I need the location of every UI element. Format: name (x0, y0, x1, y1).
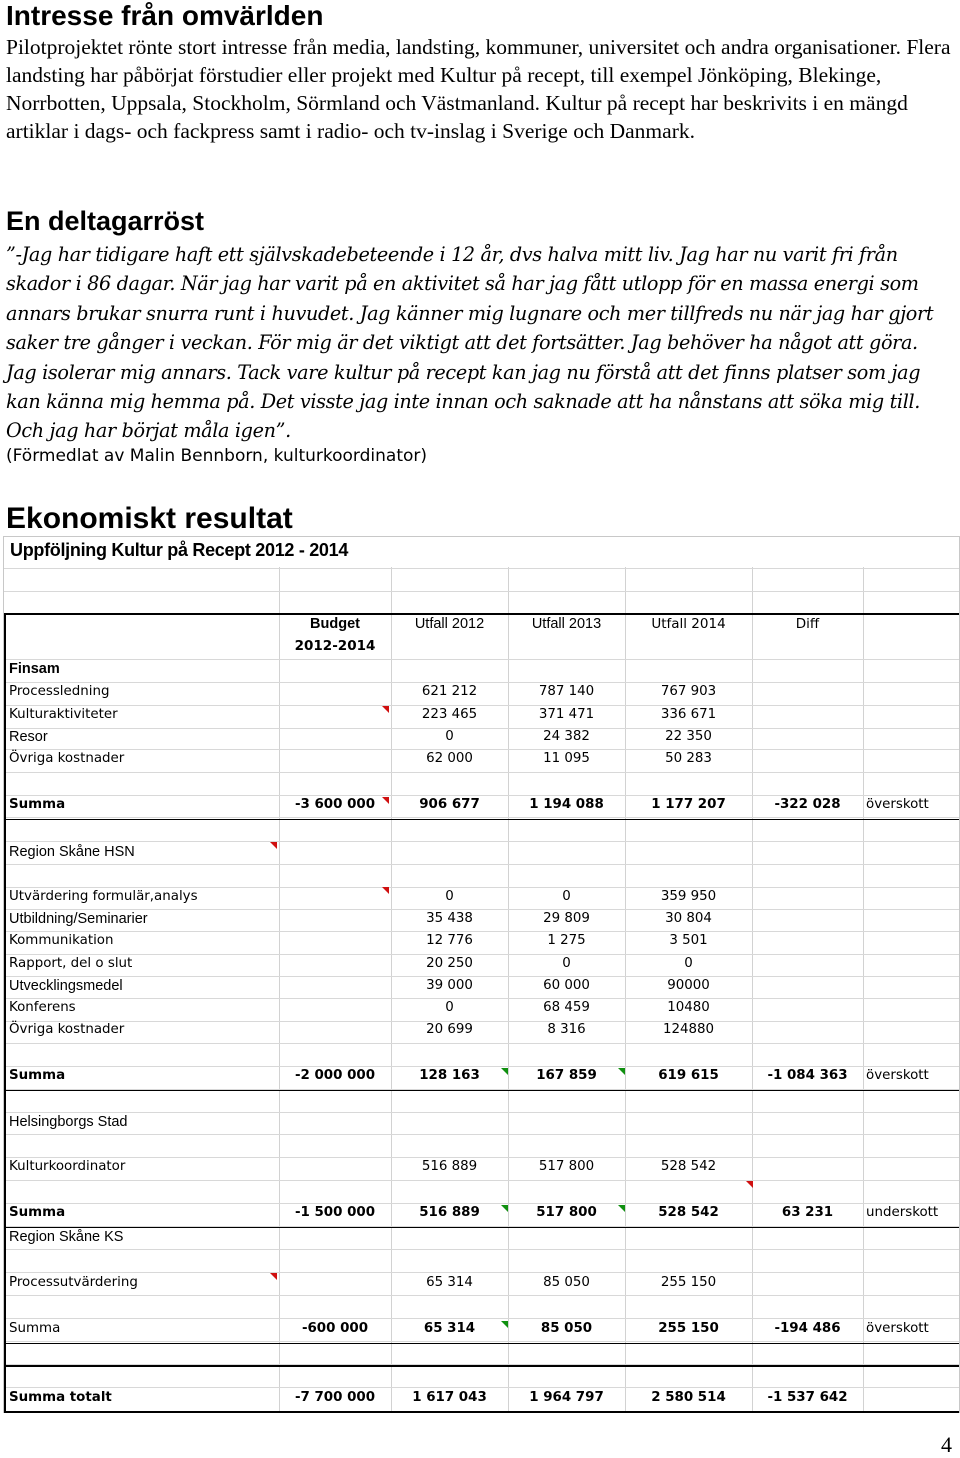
utfall-2013-value: 0 (562, 956, 571, 971)
grid-row-line (4, 1180, 959, 1181)
grid-row-line (4, 659, 959, 660)
row-label: Utvärdering formulär,analys (9, 889, 198, 904)
row-label: Övriga kostnader (9, 751, 125, 766)
utfall-2014-value: 528 542 (658, 1205, 719, 1220)
utfall-2012-value: 621 212 (421, 684, 478, 699)
utfall-2014-value: 30 804 (665, 911, 712, 926)
row-label: Kulturaktiviteter (9, 707, 118, 722)
utfall-2013-value: 11 095 (543, 751, 590, 766)
row-label: Konferens (9, 1000, 76, 1015)
summary-underline (4, 1227, 959, 1228)
grid-column-line (279, 567, 280, 1413)
comment-marker-icon (746, 1181, 753, 1188)
result-note: överskott (866, 797, 929, 812)
grid-row-line (4, 1157, 959, 1158)
utfall-2012-value: 0 (445, 729, 454, 744)
grid-row-line (4, 1272, 959, 1273)
row-label: Processledning (9, 684, 110, 699)
utfall-2014-value: 528 542 (660, 1159, 717, 1174)
utfall-2013-value: 29 809 (543, 911, 590, 926)
row-label: Region Skåne KS (9, 1229, 124, 1245)
row-label: Resor (9, 729, 48, 745)
row-label: Utvecklingsmedel (9, 978, 123, 994)
diff-value: -1 084 363 (767, 1068, 848, 1083)
section-title-interest: Intresse från omvärlden (6, 0, 324, 31)
row-label: Övriga kostnader (9, 1022, 125, 1037)
grid-row-line (4, 1295, 959, 1296)
grid-row-line (4, 591, 959, 592)
grid-row-line (4, 1112, 959, 1113)
grid-row-line (4, 1387, 959, 1388)
header-diff: Diff (795, 616, 820, 632)
budget-value: -1 500 000 (294, 1205, 376, 1220)
grid-row-line (4, 864, 959, 865)
grid-row-line (4, 909, 959, 910)
row-label: Kommunikation (9, 933, 114, 948)
utfall-2014-value: 3 501 (669, 933, 708, 948)
summary-underline (4, 819, 959, 820)
result-note: överskott (866, 1068, 929, 1083)
diff-value: -322 028 (774, 797, 841, 812)
comment-marker-icon (501, 1321, 508, 1328)
row-label: Summa totalt (9, 1390, 112, 1405)
utfall-2012-value: 20 699 (426, 1022, 473, 1037)
grid-row-line (4, 1249, 959, 1250)
table-title: Uppföljning Kultur på Recept 2012 - 2014 (10, 540, 349, 560)
grid-row-line (4, 998, 959, 999)
header-budget-period: 2012-2014 (294, 638, 376, 654)
result-note: underskott (866, 1205, 939, 1220)
utfall-2014-value: 1 177 207 (651, 797, 726, 812)
diff-value: -194 486 (774, 1321, 841, 1336)
row-label: Summa (9, 1068, 66, 1083)
utfall-2014-value: 255 150 (658, 1321, 719, 1336)
grid-row-line (4, 1066, 959, 1067)
utfall-2014-value: 255 150 (660, 1275, 717, 1290)
utfall-2013-value: 517 800 (538, 1159, 595, 1174)
utfall-2012-value: 20 250 (426, 956, 473, 971)
grid-row-line (4, 1134, 959, 1135)
header-utfall-2013: Utfall 2013 (531, 616, 602, 632)
header-budget: Budget (310, 616, 360, 632)
utfall-2012-value: 1 617 043 (412, 1390, 487, 1405)
comment-marker-icon (382, 706, 389, 713)
utfall-2013-value: 60 000 (543, 978, 590, 993)
row-label: Finsam (9, 661, 60, 677)
utfall-2013-value: 1 194 088 (529, 797, 604, 812)
grid-column-line (863, 567, 864, 1413)
utfall-2012-value: 39 000 (426, 978, 473, 993)
grid-row-line (4, 705, 959, 706)
row-label: Processutvärdering (9, 1275, 138, 1290)
utfall-2012-value: 128 163 (419, 1068, 480, 1083)
utfall-2014-value: 0 (684, 956, 693, 971)
utfall-2012-value: 906 677 (419, 797, 480, 812)
grid-row-line (4, 954, 959, 955)
table-rule (4, 1365, 959, 1367)
table-rule (4, 1411, 959, 1413)
diff-value: 63 231 (781, 1205, 834, 1220)
utfall-2013-value: 8 316 (547, 1022, 586, 1037)
grid-row-line (4, 568, 959, 569)
summary-underline (4, 1343, 959, 1344)
utfall-2012-value: 223 465 (421, 707, 478, 722)
comment-marker-icon (270, 842, 277, 849)
page-number: 4 (941, 1432, 952, 1457)
utfall-2012-value: 65 314 (423, 1321, 476, 1336)
grid-row-line (4, 887, 959, 888)
utfall-2013-value: 787 140 (538, 684, 595, 699)
comment-marker-icon (270, 1273, 277, 1280)
budget-value: -2 000 000 (294, 1068, 376, 1083)
utfall-2014-value: 124880 (662, 1022, 715, 1037)
grid-row-line (4, 931, 959, 932)
comment-marker-icon (382, 797, 389, 804)
grid-row-line (4, 749, 959, 750)
grid-row-line (4, 682, 959, 683)
utfall-2013-value: 68 459 (543, 1000, 590, 1015)
utfall-2013-value: 167 859 (536, 1068, 597, 1083)
utfall-2014-value: 90000 (667, 978, 710, 993)
utfall-2014-value: 50 283 (665, 751, 712, 766)
utfall-2014-value: 10480 (667, 1000, 710, 1015)
utfall-2013-value: 1 275 (547, 933, 586, 948)
header-utfall-2012: Utfall 2012 (414, 616, 485, 632)
comment-marker-icon (618, 1205, 625, 1212)
table-rule (4, 613, 959, 615)
utfall-2013-value: 371 471 (538, 707, 595, 722)
budget-value: -600 000 (301, 1321, 369, 1336)
grid-row-line (4, 976, 959, 977)
utfall-2012-value: 516 889 (421, 1159, 478, 1174)
row-label: Kulturkoordinator (9, 1159, 126, 1174)
utfall-2012-value: 35 438 (426, 911, 473, 926)
comment-marker-icon (618, 1068, 625, 1075)
utfall-2014-value: 359 950 (660, 889, 717, 904)
budget-value: -7 700 000 (294, 1390, 376, 1405)
row-label: Summa (9, 797, 66, 812)
row-label: Utbildning/Seminarier (9, 911, 148, 927)
utfall-2012-value: 65 314 (426, 1275, 473, 1290)
utfall-2013-value: 1 964 797 (529, 1390, 604, 1405)
utfall-2013-value: 517 800 (536, 1205, 597, 1220)
section-title-economy: Ekonomiskt resultat (6, 502, 293, 535)
row-label: Rapport, del o slut (9, 956, 133, 971)
grid-row-line (4, 1043, 959, 1044)
comment-marker-icon (501, 1205, 508, 1212)
header-utfall-2014: Utfall 2014 (651, 616, 726, 632)
comment-marker-icon (501, 1068, 508, 1075)
grid-row-line (4, 795, 959, 796)
grid-row-line (4, 817, 959, 818)
grid-row-line (4, 1203, 959, 1204)
row-label: Helsingborgs Stad (9, 1114, 128, 1130)
utfall-2012-value: 0 (445, 1000, 454, 1015)
utfall-2014-value: 22 350 (665, 729, 712, 744)
diff-value: -1 537 642 (767, 1390, 848, 1405)
utfall-2014-value: 767 903 (660, 684, 717, 699)
grid-row-line (4, 772, 959, 773)
grid-row-line (4, 841, 959, 842)
comment-marker-icon (382, 887, 389, 894)
section-title-participant: En deltagarröst (6, 206, 205, 236)
utfall-2014-value: 336 671 (660, 707, 717, 722)
interest-paragraph: Pilotprojektet rönte stort intresse från media, landsting, kommuner, universitet och andra organisationer. Flera landsting har påbörjat förstudier eller projekt med Kultur på recept, till exempel Jönköping, Blekinge, Norrbotten, Uppsala, Stockholm, Sörmland och Västmanland. Kultur på recept har beskrivits i en mängd artiklar i dags- och fackpress samt i radio- och tv-inslag i Sverige och Danmark. (6, 35, 951, 143)
utfall-2013-value: 24 382 (543, 729, 590, 744)
utfall-2014-value: 2 580 514 (651, 1390, 726, 1405)
row-label: Region Skåne HSN (9, 844, 135, 860)
utfall-2013-value: 0 (562, 889, 571, 904)
utfall-2012-value: 12 776 (426, 933, 473, 948)
participant-quote: ”-Jag har tidigare haft ett självskadebeteende i 12 år, dvs halva mitt liv. Jag har nu varit fri från skador i 86 dagar. När jag har varit på en aktivitet så har jag fått utlopp för en massa energi som annars brukar snurra runt i huvudet. Jag känner mig lugnare och mer tillfreds nu när jag har gjort saker tre gånger i veckan. För mig är det viktigt att det fortsätter. Jag behöver ha något att göra. Jag isolerar mig annars. Tack vare kultur på recept kan jag nu förstå att det finns platser som jag kan känna mig hemma på. Det visste jag inte innan och saknade att ha nånstans att söka mig till. Och jag har börjat måla igen”. (6, 243, 934, 443)
utfall-2013-value: 85 050 (543, 1275, 590, 1290)
grid-row-line (4, 1318, 959, 1319)
summary-underline (4, 1090, 959, 1091)
utfall-2012-value: 62 000 (426, 751, 473, 766)
utfall-2013-value: 85 050 (540, 1321, 593, 1336)
budget-value: -3 600 000 (294, 797, 376, 812)
result-note: överskott (866, 1321, 929, 1336)
row-label: Summa (9, 1321, 61, 1336)
utfall-2012-value: 516 889 (419, 1205, 480, 1220)
table-rule-left (4, 613, 6, 1411)
utfall-2012-value: 0 (445, 889, 454, 904)
grid-row-line (4, 1341, 959, 1342)
budget-spreadsheet (3, 536, 960, 1413)
grid-column-line (752, 567, 753, 1413)
row-label: Summa (9, 1205, 66, 1220)
quote-credit: (Förmedlat av Malin Bennborn, kulturkoordinator) (6, 446, 428, 466)
utfall-2014-value: 619 615 (658, 1068, 719, 1083)
